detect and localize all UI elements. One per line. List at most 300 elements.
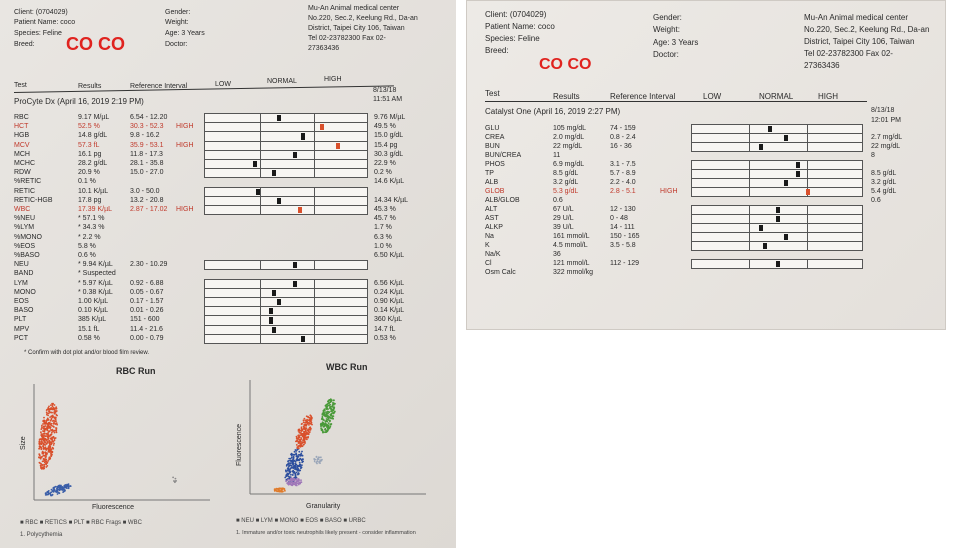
range-bar [204, 260, 368, 270]
value-marker [272, 327, 276, 333]
value-marker [806, 189, 810, 195]
wbc-run-title: WBC Run [326, 362, 368, 372]
test-result: 6.9 mg/dL [553, 161, 585, 168]
test-name: MONO [14, 288, 36, 296]
previous-result: 0.53 % [374, 334, 396, 342]
range-divider [260, 326, 261, 334]
previous-result: 15.4 pg [374, 141, 398, 149]
previous-result: 0.6 [871, 197, 881, 204]
value-marker [796, 162, 800, 168]
range-bar [691, 241, 863, 251]
test-name: Na [485, 233, 494, 240]
clinic-line: No.220, Sec.2, Keelung Rd., Da-an [804, 25, 930, 34]
previous-result: 45.3 % [374, 206, 396, 213]
value-marker [336, 143, 340, 149]
range-divider [260, 132, 261, 140]
previous-result: 49.5 % [374, 123, 396, 131]
test-result: 14.8 g/dL [78, 132, 108, 140]
test-name: AST [485, 215, 499, 222]
range-divider [749, 260, 750, 268]
reference-interval: 30.3 - 52.3 [130, 123, 164, 131]
range-divider [749, 161, 750, 169]
test-result: 0.58 % [78, 334, 100, 342]
range-divider [260, 188, 261, 196]
previous-result: 22 mg/dL [871, 143, 901, 150]
test-result: 105 mg/dL [553, 125, 587, 132]
flag-label: HIGH [176, 206, 194, 213]
reference-interval: 0.05 - 0.67 [130, 288, 164, 296]
range-bar [691, 142, 863, 152]
test-result: 39 U/L [553, 224, 574, 231]
value-marker [759, 144, 763, 150]
test-name: PCT [14, 334, 28, 342]
col-test: Test [485, 89, 500, 98]
age: Age: 3 Years [653, 38, 699, 47]
gender: Gender: [165, 9, 191, 16]
value-marker [763, 243, 767, 249]
test-result: 1.00 K/µL [78, 298, 109, 305]
test-result: 52.5 % [78, 123, 100, 131]
test-name: Osm Calc [485, 269, 516, 276]
test-result: 2.0 mg/dL [553, 134, 585, 141]
header-rule [14, 85, 397, 94]
range-divider [749, 170, 750, 178]
test-name: MCHC [14, 160, 35, 167]
catalyst-report-photo [466, 0, 946, 330]
value-marker [272, 170, 276, 176]
test-result: 17.39 K/µL [78, 206, 113, 213]
range-divider [314, 261, 315, 269]
previous-result: 6.50 K/µL [374, 252, 405, 259]
test-name: BUN/CREA [485, 152, 522, 159]
test-name: %BASO [14, 252, 40, 259]
test-result: 15.1 fL [78, 325, 100, 333]
test-result: 5.8 % [78, 242, 96, 250]
value-marker [269, 317, 273, 323]
range-divider [807, 260, 808, 268]
test-name: WBC [14, 206, 31, 213]
reference-interval: 151 - 600 [130, 316, 160, 324]
patient-name: Patient Name: coco [485, 22, 555, 31]
previous-result: 0.24 K/µL [374, 288, 405, 296]
test-name: LYM [14, 279, 28, 287]
rbc-note: 1. Polycythemia [20, 532, 63, 538]
test-name: Na/K [485, 251, 501, 258]
test-name: MPV [14, 325, 30, 333]
test-result: * 57.1 % [78, 215, 105, 223]
procyte-report-photo [0, 0, 456, 548]
range-divider [260, 335, 261, 343]
test-name: %LYM [14, 224, 35, 232]
flag-label: HIGH [176, 123, 194, 131]
range-divider [749, 134, 750, 142]
test-result: 22 mg/dL [553, 143, 583, 150]
col-results: Results [78, 83, 102, 90]
test-result: 0.6 % [78, 252, 96, 259]
previous-time: 11:51 AM [373, 96, 403, 103]
clinic-line: Mu-An Animal medical center [308, 5, 400, 12]
range-divider [260, 151, 261, 159]
age: Age: 3 Years [165, 30, 205, 37]
test-name: NEU [14, 261, 29, 269]
test-result: 9.17 M/µL [78, 114, 110, 121]
test-name: %NEU [14, 215, 36, 223]
previous-time: 12:01 PM [871, 117, 901, 124]
reference-interval: 2.8 - 5.1 [610, 188, 636, 195]
test-result: 57.3 fL [78, 141, 100, 149]
range-divider [749, 179, 750, 187]
clinic-line: 27363436 [308, 45, 340, 52]
range-divider [807, 125, 808, 133]
test-name: Cl [485, 260, 492, 267]
col-results: Results [553, 92, 580, 101]
test-name: GLU [485, 125, 500, 132]
clinic-line: Tel 02-23782300 Fax 02- [308, 35, 386, 42]
test-result: * 34.3 % [78, 224, 105, 232]
reference-interval: 0 - 48 [610, 215, 628, 222]
value-marker [776, 216, 780, 222]
rbc-legend: ■ RBC ■ RETICS ■ PLT ■ RBC Frags ■ WBC [20, 520, 142, 526]
range-divider [749, 125, 750, 133]
range-divider [314, 289, 315, 297]
clinic-line: District, Taipei City 106, Taiwan [308, 25, 405, 32]
test-result: 20.9 % [78, 169, 100, 177]
reference-interval: 6.54 - 12.20 [130, 114, 168, 121]
test-name: ALT [485, 206, 498, 213]
handwritten-name: CO CO [539, 56, 592, 73]
col-reference: Reference Interval [130, 83, 188, 90]
test-name: ALB/GLOB [485, 197, 520, 204]
test-result: * Suspected [78, 270, 116, 278]
range-divider [314, 316, 315, 324]
col-normal: NORMAL [759, 92, 794, 101]
value-marker [796, 171, 800, 177]
value-marker [776, 261, 780, 267]
test-name: %MONO [14, 233, 42, 241]
flag-label: HIGH [660, 188, 678, 195]
range-divider [807, 134, 808, 142]
flag-label: HIGH [176, 141, 194, 149]
value-marker [277, 299, 281, 305]
test-result: 121 mmol/L [553, 260, 590, 267]
handwritten-name: CO CO [66, 34, 126, 54]
range-divider [807, 170, 808, 178]
value-marker [293, 152, 297, 158]
previous-date: 8/13/18 [373, 87, 397, 94]
previous-result: 0.2 % [374, 169, 392, 177]
range-divider [807, 242, 808, 250]
col-test: Test [14, 82, 27, 89]
wbc-legend: ■ NEU ■ LYM ■ MONO ■ EOS ■ BASO ■ URBC [236, 518, 366, 524]
test-result: * 9.94 K/µL [78, 261, 113, 269]
reference-interval: 74 - 159 [610, 125, 636, 132]
clinic-line: Mu-An Animal medical center [804, 13, 909, 22]
test-name: CREA [485, 134, 505, 141]
previous-result: 22.9 % [374, 160, 396, 167]
range-divider [260, 206, 261, 214]
value-marker [253, 161, 257, 167]
test-result: 161 mmol/L [553, 233, 590, 240]
value-marker [784, 135, 788, 141]
test-name: EOS [14, 298, 29, 305]
clinic-line: District, Taipei City 106, Taiwan [804, 37, 915, 46]
previous-result: 0.14 K/µL [374, 307, 405, 315]
test-result: 11 [553, 152, 561, 159]
col-high: HIGH [818, 92, 838, 101]
reference-interval: 0.01 - 0.26 [130, 307, 164, 315]
reference-interval: 0.8 - 2.4 [610, 134, 636, 141]
range-divider [260, 142, 261, 150]
wbc-scatter-plot [240, 376, 430, 502]
value-marker [784, 180, 788, 186]
value-marker [776, 207, 780, 213]
reference-interval: 35.9 - 53.1 [130, 141, 164, 149]
client-label: Client: (0704029) [14, 9, 68, 16]
range-divider [314, 280, 315, 288]
range-divider [260, 261, 261, 269]
value-marker [320, 124, 324, 130]
test-name: MCH [14, 150, 30, 158]
col-low: LOW [703, 92, 722, 101]
species: Species: Feline [485, 34, 540, 43]
weight: Weight: [165, 19, 189, 26]
test-name: %RETIC [14, 178, 42, 186]
test-name: HGB [14, 132, 30, 140]
range-divider [314, 160, 315, 168]
previous-result: 14.7 fL [374, 325, 396, 333]
test-name: RETIC [14, 187, 35, 195]
test-name: RDW [14, 169, 31, 177]
reference-interval: 3.5 - 5.8 [610, 242, 636, 249]
value-marker [277, 198, 281, 204]
range-divider [807, 224, 808, 232]
reference-interval: 3.0 - 50.0 [130, 187, 160, 195]
test-name: PHOS [485, 161, 505, 168]
range-divider [314, 206, 315, 214]
range-divider [749, 206, 750, 214]
range-divider [260, 160, 261, 168]
reference-interval: 14 - 111 [610, 224, 635, 231]
range-bar [204, 168, 368, 178]
reference-interval: 28.1 - 35.8 [130, 160, 164, 167]
test-result: 10.1 K/µL [78, 187, 109, 195]
wbc-x-label: Granularity [306, 503, 341, 510]
reference-interval: 3.1 - 7.5 [610, 161, 636, 168]
previous-result: 8.5 g/dL [871, 170, 897, 177]
range-divider [314, 307, 315, 315]
value-marker [272, 290, 276, 296]
range-divider [749, 215, 750, 223]
previous-result: 6.56 K/µL [374, 279, 405, 287]
test-result: 28.2 g/dL [78, 160, 108, 167]
previous-result: 6.3 % [374, 233, 392, 241]
previous-result: 2.7 mg/dL [871, 134, 903, 141]
reference-interval: 0.17 - 1.57 [130, 298, 164, 305]
range-divider [807, 143, 808, 151]
test-result: 16.1 pg [78, 150, 102, 158]
test-name: GLOB [485, 188, 505, 195]
range-divider [260, 298, 261, 306]
test-result: * 5.97 K/µL [78, 279, 113, 287]
test-result: 17.8 pg [78, 196, 102, 204]
value-marker [293, 262, 297, 268]
weight: Weight: [653, 25, 680, 34]
range-divider [807, 206, 808, 214]
range-divider [807, 161, 808, 169]
reference-interval: 11.4 - 21.6 [130, 325, 163, 333]
species: Species: Feline [14, 30, 62, 37]
test-result: 8.5 g/dL [553, 170, 579, 177]
test-result: 5.3 g/dL [553, 188, 579, 195]
range-divider [260, 280, 261, 288]
value-marker [768, 126, 772, 132]
reference-interval: 0.00 - 0.79 [130, 334, 164, 342]
range-divider [314, 142, 315, 150]
previous-result: 3.2 g/dL [871, 179, 897, 186]
test-name: %EOS [14, 242, 36, 250]
test-result: * 2.2 % [78, 233, 101, 241]
reference-interval: 2.2 - 4.0 [610, 179, 636, 186]
test-name: BASO [14, 307, 34, 315]
wbc-y-label: Fluorescence [236, 423, 243, 466]
reference-interval: 2.87 - 17.02 [130, 206, 168, 213]
range-divider [807, 215, 808, 223]
client-label: Client: (0704029) [485, 10, 547, 19]
range-bar [204, 334, 368, 344]
range-divider [260, 114, 261, 122]
reference-interval: 112 - 129 [610, 260, 640, 267]
previous-result: 14.6 K/µL [374, 178, 405, 186]
test-result: 385 K/µL [78, 316, 107, 324]
range-divider [807, 179, 808, 187]
previous-result: 1.7 % [374, 224, 392, 232]
test-result: 36 [553, 251, 561, 258]
previous-result: 5.4 g/dL [871, 188, 897, 195]
test-name: ALKP [485, 224, 503, 231]
test-name: TP [485, 170, 494, 177]
range-divider [260, 316, 261, 324]
rbc-y-label: Size [20, 436, 27, 450]
previous-result: 45.7 % [374, 215, 396, 223]
reference-interval: 12 - 130 [610, 206, 636, 213]
doctor: Doctor: [653, 50, 679, 59]
col-low: LOW [215, 81, 231, 88]
range-divider [749, 188, 750, 196]
reference-interval: 9.8 - 16.2 [130, 132, 160, 140]
range-divider [260, 289, 261, 297]
col-reference: Reference Interval [610, 92, 676, 101]
value-marker [301, 133, 305, 139]
test-name: BUN [485, 143, 500, 150]
test-name: RETIC-HGB [14, 196, 53, 204]
test-result: 0.1 % [78, 178, 96, 186]
previous-result: 30.3 g/dL [374, 150, 404, 158]
test-result: 322 mmol/kg [553, 269, 594, 276]
range-divider [314, 169, 315, 177]
reference-interval: 0.92 - 6.88 [130, 279, 164, 287]
range-divider [260, 307, 261, 315]
footnote: * Confirm with dot plot and/or blood film review. [24, 350, 150, 356]
range-bar [204, 205, 368, 215]
range-divider [314, 298, 315, 306]
value-marker [784, 234, 788, 240]
range-divider [314, 197, 315, 205]
clinic-line: 27363436 [804, 61, 840, 70]
wbc-note: 1. Immature and/or toxic neutrophils likely present - consider inflammation [236, 530, 416, 536]
breed: Breed: [14, 41, 35, 48]
clinic-line: Tel 02-23782300 Fax 02- [804, 49, 893, 58]
reference-interval: 150 - 165 [610, 233, 640, 240]
gender: Gender: [653, 13, 682, 22]
test-result: 4.5 mmol/L [553, 242, 588, 249]
previous-result: 0.90 K/µL [374, 298, 405, 305]
reference-interval: 2.30 - 10.29 [130, 261, 168, 269]
doctor: Doctor: [165, 41, 188, 48]
value-marker [298, 207, 302, 213]
analyzer-title: ProCyte Dx (April 16, 2019 2:19 PM) [14, 97, 144, 106]
previous-result: 360 K/µL [374, 316, 403, 324]
patient-name: Patient Name: coco [14, 19, 76, 26]
test-result: 67 U/L [553, 206, 574, 213]
value-marker [759, 225, 763, 231]
reference-interval: 5.7 - 8.9 [610, 170, 636, 177]
range-divider [749, 143, 750, 151]
rbc-run-title: RBC Run [116, 366, 156, 376]
reference-interval: 15.0 - 27.0 [130, 169, 164, 177]
test-result: 29 U/L [553, 215, 574, 222]
test-name: BAND [14, 270, 34, 278]
value-marker [269, 308, 273, 314]
value-marker [301, 336, 305, 342]
test-name: PLT [14, 316, 27, 324]
test-result: 0.10 K/µL [78, 307, 109, 315]
col-normal: NORMAL [267, 78, 297, 85]
previous-result: 14.34 K/µL [374, 196, 409, 204]
col-high: HIGH [324, 76, 342, 83]
previous-date: 8/13/18 [871, 107, 895, 114]
range-divider [260, 197, 261, 205]
range-divider [314, 114, 315, 122]
reference-interval: 13.2 - 20.8 [130, 196, 164, 204]
test-name: RBC [14, 114, 29, 121]
reference-interval: 11.8 - 17.3 [130, 150, 163, 158]
analyzer-title: Catalyst One (April 16, 2019 2:27 PM) [485, 107, 621, 116]
reference-interval: 16 - 36 [610, 143, 632, 150]
previous-result: 1.0 % [374, 242, 392, 250]
range-divider [749, 242, 750, 250]
range-divider [260, 123, 261, 131]
rbc-x-label: Fluorescence [92, 504, 135, 511]
clinic-line: No.220, Sec.2, Keelung Rd., Da-an [308, 15, 418, 22]
test-name: ALB [485, 179, 499, 186]
previous-result: 9.76 M/µL [374, 114, 406, 121]
test-name: K [485, 242, 490, 249]
test-name: MCV [14, 141, 30, 149]
range-bar [691, 187, 863, 197]
range-divider [314, 326, 315, 334]
test-result: 3.2 g/dL [553, 179, 579, 186]
range-divider [314, 335, 315, 343]
test-result: 0.6 [553, 197, 563, 204]
header-rule [485, 101, 867, 102]
value-marker [277, 115, 281, 121]
range-divider [314, 123, 315, 131]
range-bar [691, 259, 863, 269]
range-divider [314, 151, 315, 159]
value-marker [256, 189, 260, 195]
range-divider [314, 132, 315, 140]
range-divider [749, 224, 750, 232]
